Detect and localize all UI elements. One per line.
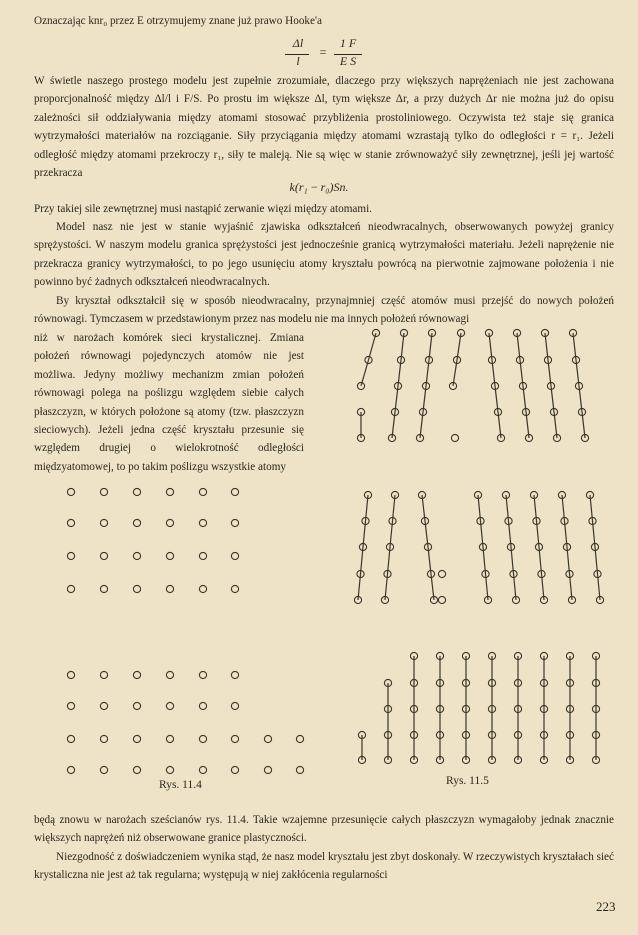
lattice-atom	[100, 519, 107, 526]
lattice-atom	[199, 735, 206, 742]
lattice-atom	[199, 671, 206, 678]
page-number: 223	[596, 899, 616, 914]
lattice-atom	[231, 552, 238, 559]
lattice-atom	[133, 585, 140, 592]
paragraph-imperfections: Niezgodność z doświadczeniem wynika stąd, że nasz model kryształu jest zbyt doskonały. W rzeczywistych kryształach sieć krystaliczna nie jest aż tak regularna; występują w niej zakłócenia regularności	[34, 851, 614, 882]
lattice-atom	[231, 585, 238, 592]
lattice-atom	[133, 735, 140, 742]
chain-atom	[438, 596, 445, 603]
lattice-atom	[133, 702, 140, 709]
hooke-denominator-left: l	[296, 54, 300, 68]
lattice-atom	[166, 702, 173, 709]
paragraph-slip-intro: By kryształ odkształcił się w sposób nieodwracalny, przynajmniej część atomów musi przejść do nowych położeń równowagi. Tymczasem w przedstawionym przez nas modelu nie ma innych położeń równowagi	[34, 295, 614, 326]
lattice-atom	[296, 766, 303, 773]
lattice-atom	[231, 488, 238, 495]
intro-line: Oznaczając knr₀ przez E otrzymujemy znane już prawo Hooke'a	[34, 15, 322, 27]
lattice-atom	[166, 519, 173, 526]
lattice-atom	[199, 702, 206, 709]
paragraph-proportionality: W świetle naszego prostego modelu jest zupełnie zrozumiałe, dlaczego przy większych naprężeniach nie jest zachowana proporcjonalność między Δl/l i F/S. Po prostu im większe Δl, tym większe Δr, a przy dużych Δr nie można już do opisu zależności sił oddziaływania między atomami stosować przybliżenia prostoliniowego. Oczywista też staje się granica wytrzymałości materiałów na rozciąganie. Siły przyciągania między atomami wzrastają tylko do odległości r = r₁. Jeżeli odległość między atomami przekroczy r₁, siły te maleją. Nie są więc w stanie zrównoważyć siły zewnętrznej, jeśli jej wartość przekracza	[34, 75, 614, 180]
lattice-atom	[67, 585, 74, 592]
lattice-atom	[166, 766, 173, 773]
lattice-atom	[166, 488, 173, 495]
bond-line	[369, 333, 377, 360]
breaking-force-formula: k(r₁ − r₀)Sn.	[289, 180, 349, 194]
lattice-atom	[296, 735, 303, 742]
hooke-denominator-right: E S	[339, 54, 357, 68]
lattice-atom	[133, 552, 140, 559]
lattice-atom	[199, 552, 206, 559]
lattice-atom	[166, 671, 173, 678]
lattice-atom	[100, 766, 107, 773]
lattice-atom	[133, 671, 140, 678]
lattice-atom	[199, 766, 206, 773]
lattice-atom	[231, 735, 238, 742]
lattice-atom	[166, 552, 173, 559]
lattice-atom	[264, 735, 271, 742]
figure-11-4-caption: Rys. 11.4	[159, 779, 202, 791]
lattice-atom	[100, 585, 107, 592]
figure-11-5-caption: Rys. 11.5	[446, 775, 489, 787]
lattice-atom	[166, 585, 173, 592]
paragraph-shift-stress: będą znowu w narożach sześcianów rys. 11.4. Takie wzajemne przesunięcie całych płaszczyzn wymagałoby jednak znacznie większych naprężeń niż obserwowane granice plastyczności.	[34, 814, 614, 845]
lattice-atom	[264, 766, 271, 773]
chain-atom	[451, 434, 458, 441]
lattice-atom	[199, 519, 206, 526]
lattice-atom	[166, 735, 173, 742]
lattice-atom	[199, 488, 206, 495]
paragraph-slip-mechanism: niż w narożach komórek sieci krystalicznej. Zmiana położeń równowagi pojedynczych atomów nie jest możliwa. Jedyny możliwy mechanizm zmian położeń równowagi polega na poślizgu względem siebie całych płaszczyzn, w których położone są atomy (tzw. płaszczyzn sieciowych). Jeżeli jedna część kryształu przesunie się względem drugiej o wielokrotność odległości międzyatomowej, to po takim poślizgu wszystkie atomy	[34, 332, 304, 473]
lattice-atom	[67, 735, 74, 742]
lattice-atom	[67, 519, 74, 526]
lattice-atom	[100, 702, 107, 709]
lattice-atom	[67, 488, 74, 495]
paragraph-irreversible-deformation: Model nasz nie jest w stanie wyjaśnić zjawiska odkształceń nieodwracalnych, obserwowanych powyżej granicy sprężystości. W naszym modelu granica sprężystości jest jednocześnie granicą wytrzymałości materiału. Jeżeli naprężenie nie przekracza granicy wytrzymałości, to po jego usunięciu atomy kryształu powrócą na pierwotnie zajmowane położenia i nie powinno być żadnych odkształceń nieodwracalnych.	[34, 221, 614, 289]
chain-atom	[438, 570, 445, 577]
figure-11-4	[67, 488, 303, 773]
lattice-atom	[100, 488, 107, 495]
hooke-numerator-right: 1 F	[339, 36, 357, 50]
lattice-atom	[67, 671, 74, 678]
lattice-atom	[133, 488, 140, 495]
hooke-numerator-left: Δl	[292, 36, 304, 50]
lattice-atom	[231, 519, 238, 526]
lattice-atom	[67, 766, 74, 773]
paragraph-bond-break: Przy takiej sile zewnętrznej musi nastąpić zerwanie więzi między atomami.	[34, 203, 372, 215]
lattice-atom	[67, 552, 74, 559]
hooke-equals: =	[319, 45, 327, 59]
lattice-atom	[100, 735, 107, 742]
lattice-atom	[133, 766, 140, 773]
figure-11-5	[354, 329, 603, 763]
lattice-atom	[133, 519, 140, 526]
lattice-atom	[100, 552, 107, 559]
lattice-atom	[231, 766, 238, 773]
lattice-atom	[231, 702, 238, 709]
lattice-atom	[67, 702, 74, 709]
lattice-atom	[199, 585, 206, 592]
lattice-atom	[231, 671, 238, 678]
lattice-atom	[100, 671, 107, 678]
